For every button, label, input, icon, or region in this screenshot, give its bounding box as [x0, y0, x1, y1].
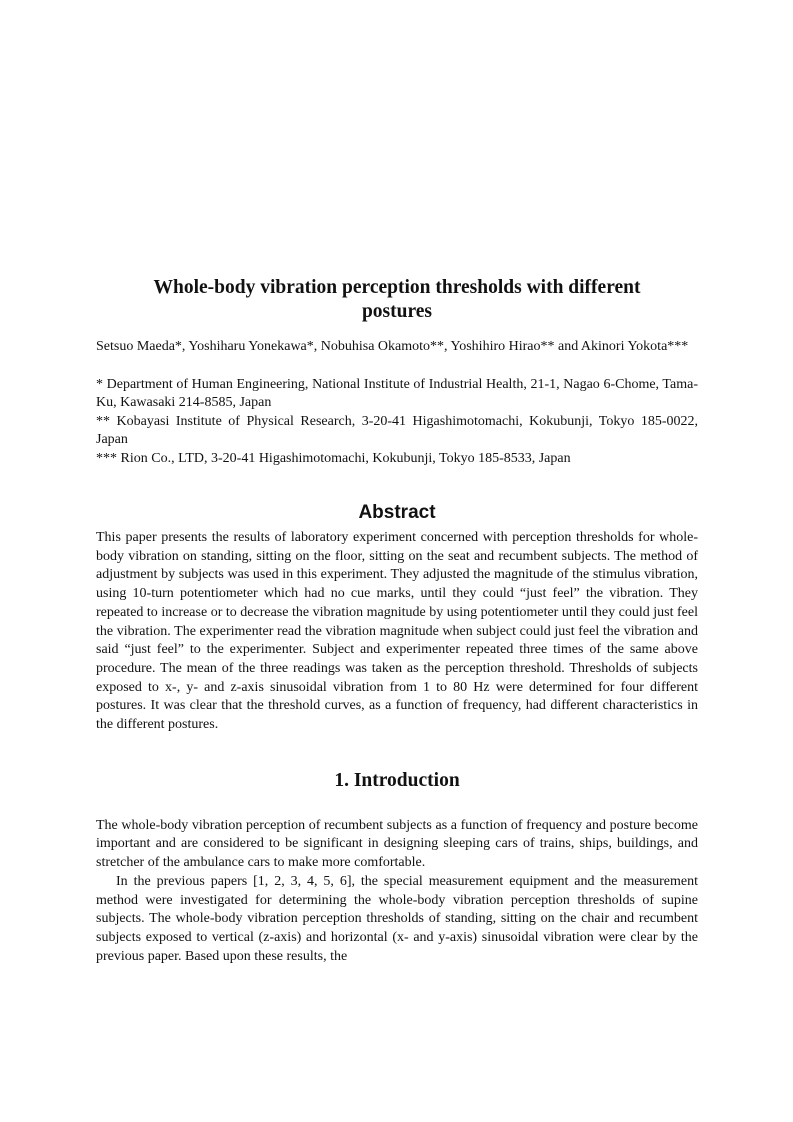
title-line-1: Whole-body vibration perception thresholds with different	[153, 277, 641, 298]
intro-paragraph-1: The whole-body vibration perception of recumbent subjects as a function of frequency and posture become important and are considered to be significant in designing sleeping cars of trains, ships, buildings, and stretcher of the ambulance cars to make more comfortable.	[96, 817, 698, 871]
affiliation-2: ** Kobayasi Institute of Physical Research, 3-20-41 Higashimotomachi, Kokubunji, Tokyo 185-0022, Japan	[96, 413, 698, 447]
paper-page	[96, 276, 698, 966]
author-list: Setsuo Maeda*, Yoshiharu Yonekawa*, Nobuhisa Okamoto**, Yoshihiro Hirao** and Akinori Yokota***	[96, 339, 689, 354]
title-line-2: postures	[361, 301, 433, 322]
section-heading-introduction: 1. Introduction	[334, 769, 460, 791]
intro-paragraph-2: In the previous papers [1, 2, 3, 4, 5, 6], the special measurement equipment and the measurement method were investigated for determining the whole-body vibration perception thresholds of supine subjects. The whole-body vibration perception thresholds of standing, sitting on the chair and recumbent subjects exposed to vertical (z-axis) and horizontal (x- and y-axis) sinusoidal vibration were clear by the previous paper. Based upon these results, the	[96, 873, 698, 964]
abstract-text: This paper presents the results of laboratory experiment concerned with perception thresholds for whole-body vibration on standing, sitting on the floor, sitting on the seat and recumbent subjects. The method of adjustment by subjects was used in this experiment. They adjusted the magnitude of the stimulus vibration, using 10-turn potentiometer which had no cue marks, until they could “just feel” the vibration. They repeated to increase or to decrease the vibration magnitude by using potentiometer until they could just feel the vibration. The experimenter read the vibration magnitude when subject could just feel the vibration and said “just feel” to the experimenter. Subject and experimenter repeated three times of the same above procedure. The mean of the three readings was taken as the perception threshold. Thresholds of subjects exposed to x-, y- and z-axis sinusoidal vibration from 1 to 80 Hz were determined for four different postures. It was clear that the threshold curves, as a function of frequency, had different characteristics in the different postures.	[96, 530, 698, 733]
abstract-heading: Abstract	[358, 502, 436, 523]
affiliation-1: * Department of Human Engineering, National Institute of Industrial Health, 21-1, Nagao 6-Chome, Tama-Ku, Kawasaki 214-8585, Japan	[96, 376, 698, 410]
paper-title	[96, 276, 698, 324]
affiliation-3: *** Rion Co., LTD, 3-20-41 Higashimotomachi, Kokubunji, Tokyo 185-8533, Japan	[96, 450, 571, 466]
